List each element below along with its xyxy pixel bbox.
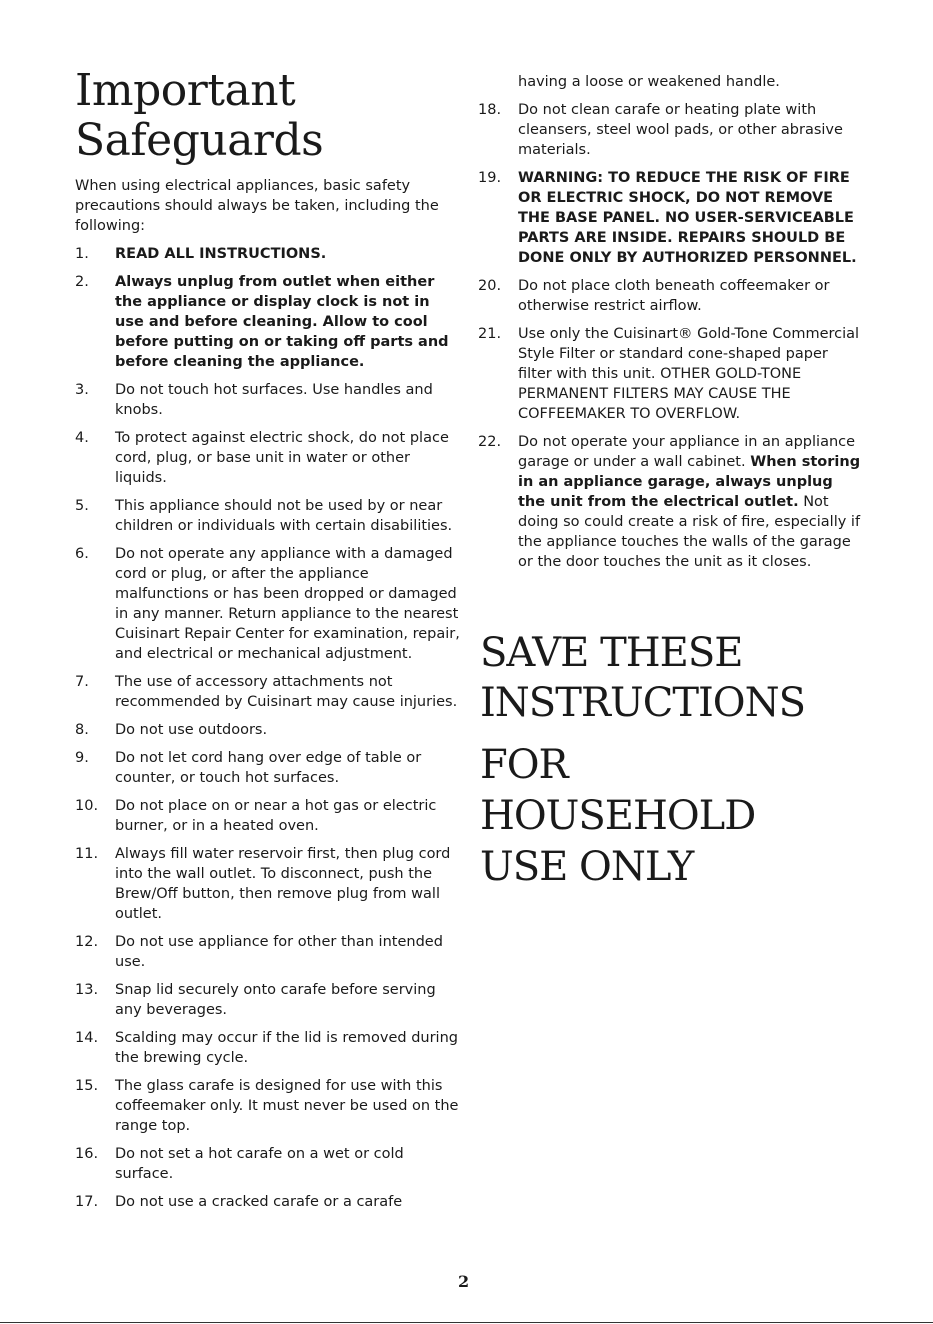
item-number: 1. <box>75 246 89 262</box>
item-number: 16. <box>75 1146 99 1162</box>
item-number: 17. <box>75 1194 99 1210</box>
item-text: Use only the Cuisinart® Gold-Tone Commercial Style Filter or standard cone-shaped paper filter with this unit. OTHER GOLD-TONE PERMANENT FILTERS MAY CAUSE THE COFFEEMAKER TO OVERFLOW. <box>518 326 860 422</box>
item-text: Do not touch hot surfaces. Use handles and knobs. <box>115 382 433 418</box>
list-item <box>75 844 460 924</box>
list-item <box>75 748 460 788</box>
right-column <box>478 72 863 580</box>
item-number: 4. <box>75 430 89 446</box>
item-text: Do not operate any appliance with a damaged cord or plug, or after the appliance malfunctions or has been dropped or damaged in any manner. Return appliance to the nearest Cuisinart Repair Center for examination, repair, and electrical or mechanical adjustment. <box>115 546 460 662</box>
list-item <box>75 496 460 536</box>
item-number: 13. <box>75 982 99 998</box>
item-number: 5. <box>75 498 89 514</box>
item-number: 21. <box>478 326 502 342</box>
item-number: 22. <box>478 434 502 450</box>
list-item <box>478 100 863 160</box>
item-number: 8. <box>75 722 89 738</box>
item-number: 2. <box>75 274 89 290</box>
bottom-rule <box>0 1322 933 1323</box>
item-text: Do not use a cracked carafe or a carafe <box>115 1194 403 1210</box>
title-line-1: Important <box>75 65 296 116</box>
household-line-3: USE ONLY <box>480 844 694 890</box>
item-number: 19. <box>478 170 502 186</box>
list-item <box>75 428 460 488</box>
list-item <box>75 380 460 420</box>
item-number: 12. <box>75 934 99 950</box>
household-line-2: HOUSEHOLD <box>480 793 756 839</box>
item-text: Always unplug from outlet when either the appliance or display clock is not in use and before cleaning. Allow to cool before putting on or taking off parts and before cleaning the appliance. <box>115 274 449 370</box>
item-text: The use of accessory attachments not recommended by Cuisinart may cause injuries. <box>115 674 458 710</box>
item-number: 6. <box>75 546 89 562</box>
household-line-1: FOR <box>480 742 568 788</box>
item-text-part-b: When storing in an appliance garage, always unplug the unit from the electrical outlet. <box>518 454 861 510</box>
list-item <box>478 432 863 572</box>
item-number: 10. <box>75 798 99 814</box>
save-line-2: INSTRUCTIONS <box>480 680 805 726</box>
list-item <box>75 932 460 972</box>
item-text: Do not use outdoors. <box>115 722 268 738</box>
list-item <box>75 672 460 712</box>
list-item <box>75 1192 460 1212</box>
item-text: READ ALL INSTRUCTIONS. <box>115 246 327 262</box>
intro-paragraph: When using electrical appliances, basic safety precautions should always be taken, including the following: <box>75 178 439 234</box>
list-item <box>478 324 863 424</box>
list-item <box>478 276 863 316</box>
list-item <box>75 544 460 664</box>
item-text: WARNING: TO REDUCE THE RISK OF FIRE OR ELECTRIC SHOCK, DO NOT REMOVE THE BASE PANEL. NO USER-SERVICEABLE PARTS ARE INSIDE. REPAIRS SHOULD BE DONE ONLY BY AUTHORIZED PERSONNEL. <box>518 170 857 266</box>
item-number: 14. <box>75 1030 99 1046</box>
item-text: Do not set a hot carafe on a wet or cold surface. <box>115 1146 404 1182</box>
item-number: 20. <box>478 278 502 294</box>
item-text: Snap lid securely onto carafe before serving any beverages. <box>115 982 436 1018</box>
item-text: This appliance should not be used by or near children or individuals with certain disabilities. <box>115 498 453 534</box>
page-title <box>75 66 475 166</box>
list-item <box>75 272 460 372</box>
item-number: 7. <box>75 674 89 690</box>
list-item <box>75 796 460 836</box>
list-item <box>75 980 460 1020</box>
item-text: To protect against electric shock, do not place cord, plug, or base unit in water or other liquids. <box>115 430 449 486</box>
list-item <box>75 720 460 740</box>
list-item <box>478 168 863 268</box>
item-text: Do not let cord hang over edge of table or counter, or touch hot surfaces. <box>115 750 422 786</box>
item-text: The glass carafe is designed for use with this coffeemaker only. It must never be used on the range top. <box>115 1078 459 1134</box>
item-text: Scalding may occur if the lid is removed during the brewing cycle. <box>115 1030 458 1066</box>
item-text-part-a: Do not operate your appliance in an appliance garage or under a wall cabinet. <box>518 434 856 470</box>
list-item <box>75 244 460 264</box>
item-text: Do not place cloth beneath coffeemaker or otherwise restrict airflow. <box>518 278 830 314</box>
item-text: Do not clean carafe or heating plate with cleansers, steel wool pads, or other abrasive materials. <box>518 102 843 158</box>
item-number: 3. <box>75 382 89 398</box>
item-number: 15. <box>75 1078 99 1094</box>
title-line-2: Safeguards <box>75 115 324 166</box>
item-number: 11. <box>75 846 99 862</box>
item-text: Always fill water reservoir first, then plug cord into the wall outlet. To disconnect, push the Brew/Off button, then remove plug from wall outlet. <box>115 846 451 922</box>
household-use-heading <box>480 740 900 893</box>
left-column <box>75 244 460 1220</box>
item-number: 18. <box>478 102 502 118</box>
save-instructions-heading <box>480 628 900 728</box>
list-item <box>75 1028 460 1068</box>
item-text: Do not place on or near a hot gas or electric burner, or in a heated oven. <box>115 798 437 834</box>
item-text: Do not use appliance for other than intended use. <box>115 934 443 970</box>
page-number: 2 <box>458 1272 470 1291</box>
list-item <box>75 1144 460 1184</box>
item-17-continuation: having a loose or weakened handle. <box>518 74 780 90</box>
item-number: 9. <box>75 750 89 766</box>
item-text-part-c: Not doing so could create a risk of fire, especially if the appliance touches the walls of the garage or the door touches the unit as it closes. <box>518 494 861 570</box>
save-line-1: SAVE THESE <box>480 630 743 676</box>
list-item <box>75 1076 460 1136</box>
